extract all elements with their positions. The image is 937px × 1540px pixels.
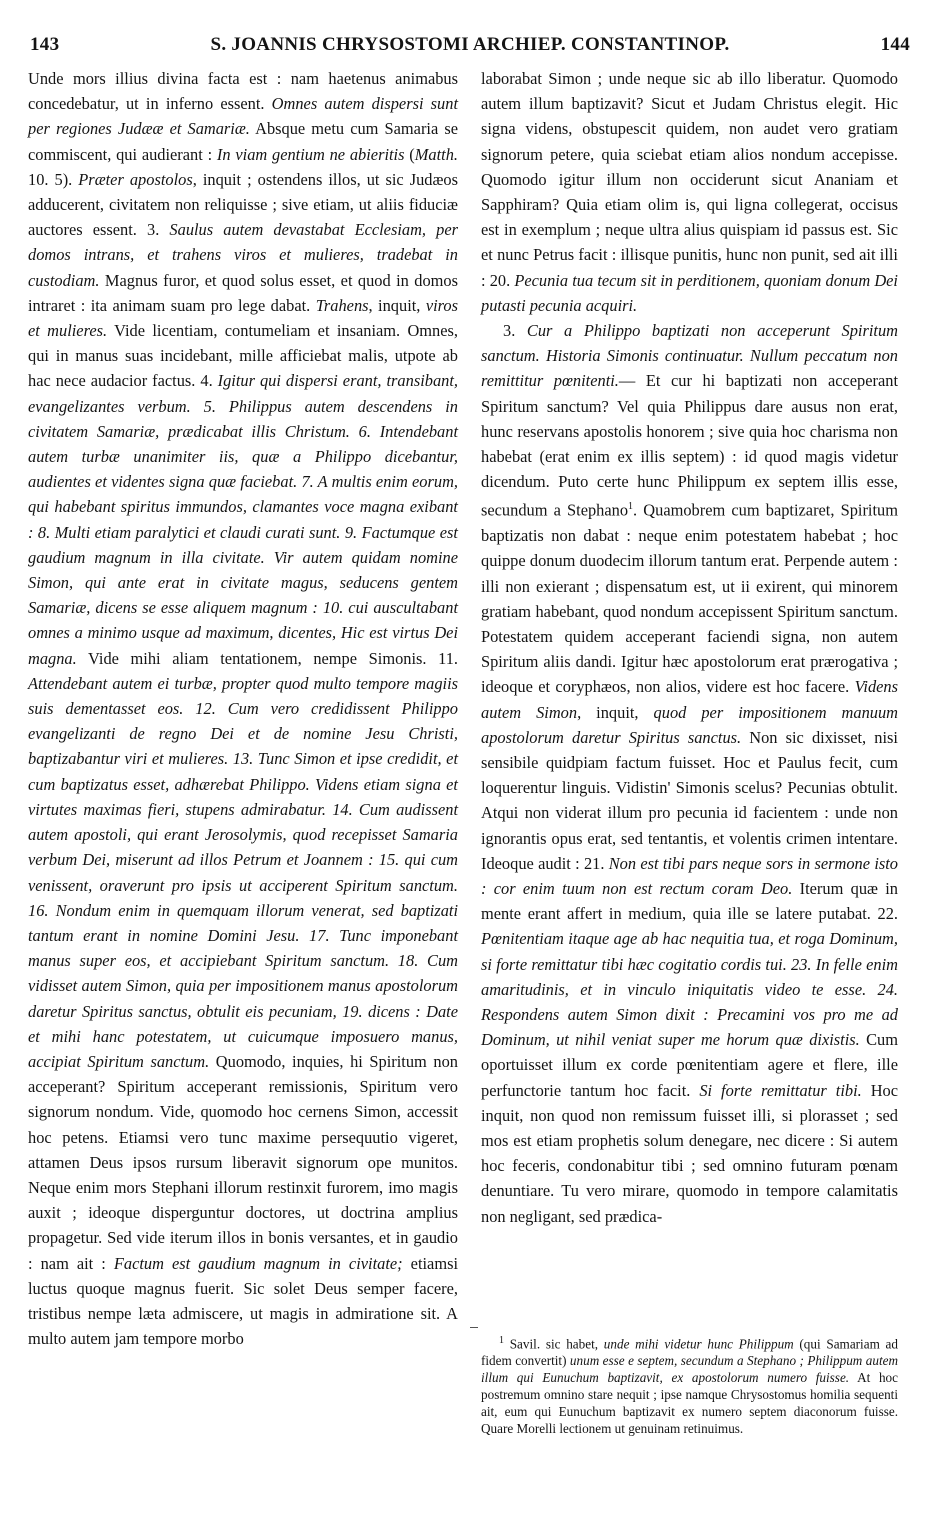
italic-text-run: Videns autem Simon: [481, 677, 898, 722]
italic-text-run: Trahens: [315, 295, 369, 315]
text-run: Magnus furor, et quod solus esset, et quod in domos intraret : ita animam suam pro lege dabat.: [28, 270, 458, 315]
text-run: Hoc inquit, non quod non remissum fuisset illi, si plorasset ; sed mos est etiam prophetis solum denegare, nec dicere : Si autem hoc feceris, condonabitur tibi ; sed omnino futuram pœnam denuntiare. Tu vero mirare, quomodo in tempore calamitatis non negligant, sed prædica-: [481, 1080, 898, 1226]
text-run: Savil. sic habet,: [504, 1336, 604, 1352]
italic-text-run: unde mihi videtur hunc Philippum: [603, 1336, 794, 1352]
text-run: Quomodo, inquies, hi Spiritum non acceperant? Spiritum acceperant remissionis, Spiritum vero signorum nondum. Vide, quomodo hoc cernens Simon, accessit hoc petens. Etiamsi vero tunc maxime persequutio vigeret, attamen Deus ipsos rursum liberavit signorum ope munitos. Neque enim mors Stephani illorum restinxit furorem, imo magis auxit ; ideoque disperguntur doctores, ut doctrina amplius propagetur. Sed vide iterum illos in bonis versantes, et in gaudio : nam ait :: [28, 1051, 458, 1273]
page-number-left: 143: [30, 34, 60, 55]
italic-text-run: Præter apostolos: [78, 169, 193, 189]
text-run: . Quamobrem cum baptizaret, Spiritum baptizatis non dabat : neque enim potestatem habebat ; hoc quippe donum duodecim illorum tantum erat. Perpende autem : illi non exierant ; dispensatum est, ut ii exirent, qui minorem gratiam habebant, quod nondum accepissent Spiritum sanctum. Potestatem quidem acceperant faciendi signa, non autem Spiritum aliis dandi. Igitur hæc apostolorum erat prærogativa ; ideoque et coryphæos, non alios, videre est hoc facere.: [481, 500, 898, 697]
footnote-1: [481, 1332, 898, 1437]
text-run: etiamsi luctus quoque magnus fuerit. Sic solet Deus semper facere, tristibus nempe læta admiscere, ut magis in admiratione sit. A multo autem jam tempore morbo: [28, 1253, 459, 1349]
text-run: , inquit,: [577, 702, 654, 722]
page-number-right: 144: [880, 34, 910, 55]
italic-text-run: Saulus autem devastabat Ecclesiam, per domos intrans, et trahens viros et mulieres, tradebat in custodiam.: [28, 220, 458, 290]
text-run: Vide mihi aliam tentationem, nempe Simonis. 11.: [76, 648, 458, 668]
italic-text-run: Factum est gaudium magnum in civitate;: [113, 1253, 403, 1273]
text-run: Absque metu cum Samaria se commiscent, qui audierant :: [28, 119, 459, 164]
italic-text-run: unum esse e septem, secundum a Stephano ; Philippum autem illum qui Eunuchum baptizavit, ex apostolorum numero fuisse.: [481, 1353, 898, 1386]
running-title: S. JOANNIS CHRYSOSTOMI ARCHIEP. CONSTANTINOP.: [210, 34, 730, 55]
italic-text-run: Pecunia tua tecum sit in perditionem, quoniam donum Dei putasti pecunia acquiri.: [481, 270, 898, 315]
italic-text-run: Attendebant autem ei turbæ, propter quod multo tempore magiis suis dementasset eos. 12. Cum vero credidissent Philippo evangelizanti de regno Dei et de nomine Jesu Christi, baptizabantur viri et mulieres. 13. Tunc Simon et ipse credidit, et cum baptizatus esset, adhærebat Philippo. Videns etiam signa et virtutes maximas fieri, stupens admirabatur. 14. Cum audissent autem apostoli, qui erant Jerosolymis, quod recepisset Samaria verbum Dei, miserunt ad illos Petrum et Joannem : 15. qui cum venissent, oraverunt pro ipsis ut acciperent Spiritum sanctum. 16. Nondum enim in quemquam illorum venerat, sed baptizati tantum erant in nomine Domini Jesu. 17. Tunc imponebant manus super eos, et accipiebant Spiritum sanctum. 18. Cum vidisset autem Simon, quia per impositionem manus apostolorum daretur Spiritus sanctus, obtulit eis pecuniam, 19. dicens : Date et mihi hanc potestatem, ut cuicumque imposuero manus, accipiat Spiritum sanctum.: [28, 673, 458, 1071]
text-run: 3.: [503, 321, 527, 341]
italic-text-run: Si forte remittatur tibi.: [699, 1080, 862, 1100]
italic-text-run: quod per impositionem manuum apostolorum daretur Spiritus sanctus.: [481, 702, 899, 747]
text-run: laborabat Simon ; unde neque sic ab illo liberatur. Quomodo autem illum baptizavit? Sicut et Judam Christus elegit. Hic signa videns, obstupescit quidem, non audet vero gratiam signorum petere, quia sciebat etiam alios nondum accepisse. Quomodo igitur illum non occiderunt sicut Ananiam et Sapphiram? Quia etiam olim is, qui ligna collegerat, occisus est in exemplum ; neque ultra alius quispiam id passus est. Sic et nunc Petrus facit : illisque punitis, hunc non punit, sed ait illi : 20.: [481, 69, 898, 290]
text-run: Non sic dixisset, nisi sensibile quidpiam factum fuisset. Hoc et Paulus fecit, cum loquerentur linguis. Vidistin' Simonis scelus? Pecunias obtulit. Atqui non viderat illum pro pecunia id facientem : unde non ignorantis opus erat, sed tentantis, et volentis crimen intentare. Ideoque audit : 21.: [481, 727, 898, 873]
text-run: (: [404, 144, 415, 164]
running-header: [30, 34, 910, 64]
italic-text-run: Pœnitentiam itaque age ab hac nequitia tua, et roga Dominum, si forte remittatur tibi hæc cogitatio cordis tui. 23. In felle enim amaritudinis, et in vinculo iniquitatis video te esse. 24. Respondens autem Simon dixit : Precamini vos pro me ad Dominum, ut nihil veniat super me horum quæ dixistis.: [481, 929, 898, 1050]
text-run: At hoc postremum omnino stare nequit ; ipse namque Chrysostomus homilia sequenti ait, eum qui Eunuchum baptizavit ex numero septem diaconorum fuisse. Quare Morelli lectionem ut genuinam retinuimus.: [481, 1370, 898, 1437]
right-paragraph-2: [481, 318, 898, 1229]
italic-text-run: Igitur qui dispersi erant, transibant, evangelizantes verbum. 5. Philippus autem descendens in civitatem Samariæ, prædicabat illis Christum. 6. Intendebant autem turbæ unanimiter iis, quæ a Philippo dicebantur, audientes et videntes signa quæ faciebat. 7. A multis enim eorum, qui habebant spiritus immundos, clamantes voce magna exibant : 8. Multi etiam paralytici et claudi curati sunt. 9. Factumque est gaudium magnum in illa civitate. Vir autem quidam nomine Simon, qui ante erat in civitate magus, seducens gentem Samariæ, dicens se esse aliquem magnum : 10. cui auscultabant omnes a minimo usque ad maximum, dicentes, Hic est virtus Dei magna.: [28, 371, 458, 668]
text-run: Iterum quæ in mente erant affert in medium, quia ille se latere putabat. 22.: [481, 878, 899, 924]
text-run: — Et cur hi baptizati non acceperant Spiritum sanctum? Vel quia Philippus dare ausus non erat, hunc reservans apostolis honorem ; sive quia hoc charisma non habebat (erat enim ex illis septem) : id quod magis videtur dicendum. Puto certe hunc Philippum ex septem illis esse, secundum a Stephano: [481, 371, 898, 520]
text-run: Vide licentiam, contumeliam et insaniam. Omnes, qui in manus suas incidebant, mille afficiebat malis, utpote ab hac nece audacior factus. 4.: [28, 321, 458, 391]
italic-text-run: Omnes autem dispersi sunt per regiones Judææ et Samariæ.: [28, 94, 459, 139]
italic-text-run: Cur a Philippo baptizati non acceperunt Spiritum sanctum. Historia Simonis continuatur. Nullum peccatum non remittitur pœnitenti.: [481, 321, 899, 391]
left-paragraph-1: [28, 66, 458, 1351]
right-paragraph-1: [481, 66, 898, 318]
text-run: , inquit ; ostendens illos, ut sic Judæos adducerent, civitatem non reliquisse ; sive etiam, ut aliis fiduciæ auctores essent. 3.: [28, 169, 458, 240]
text-run: 10. 5).: [28, 169, 79, 189]
text-run: (qui Samariam ad fidem convertit): [481, 1336, 898, 1369]
left-column: [28, 66, 458, 1351]
text-run: Cum oportuisset illum ex corde pœnitentiam agere et flere, ille perfunctorie tantum hoc facit.: [481, 1030, 898, 1100]
text-run: , inquit,: [368, 295, 426, 315]
footnotes: [481, 1332, 898, 1437]
italic-text-run: Matth.: [414, 144, 458, 164]
footnote-marker: 1: [628, 501, 634, 513]
footnote-divider: [470, 1327, 478, 1328]
text-run: Unde mors illius divina facta est : nam haetenus animabus concedebatur, ut in inferno essent.: [28, 69, 458, 114]
italic-text-run: Non est tibi pars neque sors in sermone isto : cor enim tuum non est rectum coram Deo.: [481, 853, 898, 898]
footnote-marker: 1: [499, 1335, 504, 1346]
right-column: [481, 66, 898, 1229]
italic-text-run: In viam gentium ne abieritis: [216, 144, 405, 164]
italic-text-run: viros et mulieres.: [28, 295, 459, 341]
